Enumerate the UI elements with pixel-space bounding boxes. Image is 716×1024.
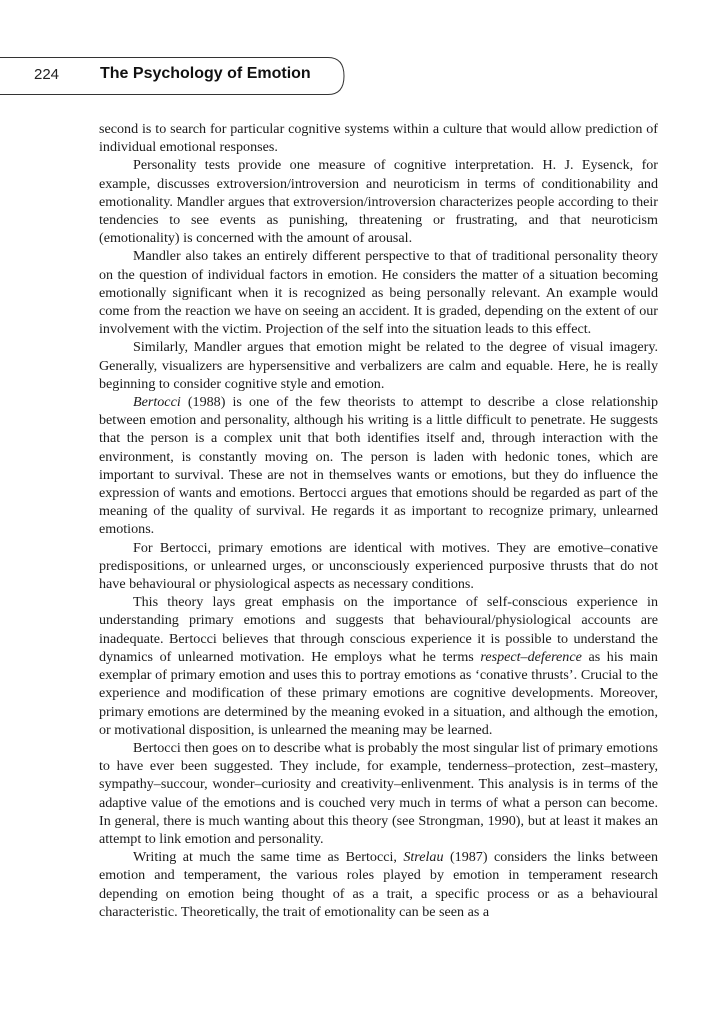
italic-term: respect–deference bbox=[480, 648, 582, 665]
paragraph: Mandler also takes an entirely different perspective to that of traditional personality theory on the question of individual factors in emotion. He considers the matter of a situation becoming emotionally significant when it is recognized as being personally relevant. An example would come from the reaction we have on seeing an accident. It is graded, depending on the extent of our involvement with the victim. Projection of the self into the situation leads to this effect. bbox=[99, 248, 658, 338]
paragraph: Personality tests provide one measure of cognitive interpretation. H. J. Eysenck, for example, discusses extroversion/introversion and neuroticism in terms of conditionability and emotionality. Mandler argues that extroversion/introversion characterizes people according to their tendencies to see events as punishing, threatening or frustrating, and that neuroticism (emotionality) is concerned with the amount of arousal. bbox=[99, 157, 658, 247]
running-header bbox=[0, 57, 345, 95]
paragraph: Bertocci (1988) is one of the few theorists to attempt to describe a close relationship between emotion and personality, although his writing is a little difficult to penetrate. He suggests that the person is a complex unit that both identifies itself and, through interaction with the environment, is constantly moving on. The person is laden with hedonic tones, which are important to survival. These are not in themselves wants or emotions, but they do influence the expression of wants and emotions. Bertocci argues that emotions should be regarded as part of the meaning of the quality of survival. He regards it as important to recognize primary, unlearned emotions. bbox=[99, 394, 658, 538]
paragraph: For Bertocci, primary emotions are identical with motives. They are emotive–conative predispositions, or unlearned urges, or unconsciously experienced purposive thrusts that do not have behavioural or physiological aspects as necessary conditions. bbox=[99, 539, 658, 593]
paragraph: Similarly, Mandler argues that emotion might be related to the degree of visual imagery. Generally, visualizers are hypersensitive and verbalizers are calm and equable. Here, he is really beginning to consider cognitive style and emotion. bbox=[99, 339, 658, 392]
paragraph: This theory lays great emphasis on the importance of self-conscious experience in understanding primary emotions and suggests that behavioural/physiological accounts are inadequate. Bertocci believes that through conscious experience it is possible to understand the dynamics of unlearned motivation. He employs what he terms respect–deference as his main exemplar of primary emotion and uses this to portray emotions as ‘conative thrusts’. Crucial to the experience and modification of these primary emotions are cognitive developments. Moreover, primary emotions are determined by the meaning evoked in a situation, and although the emotion, or motivational disposition, is unlearned the meaning may be learned. bbox=[99, 594, 658, 738]
author-name: Strelau bbox=[403, 849, 444, 866]
body-text bbox=[99, 120, 658, 921]
paragraph: second is to search for particular cognitive systems within a culture that would allow prediction of individual emotional responses. bbox=[99, 121, 658, 156]
paragraph: Bertocci then goes on to describe what is probably the most singular list of primary emotions to have ever been suggested. They include, for example, tenderness–protection, zest–mastery, sympathy–succour, wonder–curiosity and creativity–enlivenment. This analysis is in terms of the adaptive value of the emotions and is couched very much in terms of what a person can become. In general, there is much wanting about this theory (see Strongman, 1990), but at least it makes an attempt to link emotion and personality. bbox=[99, 739, 658, 847]
page-number: 224 bbox=[34, 66, 60, 83]
running-title: The Psychology of Emotion bbox=[100, 65, 311, 82]
author-name: Bertocci bbox=[133, 394, 181, 411]
paragraph: Writing at much the same time as Bertocci, Strelau (1987) considers the links between emotion and temperament, the various roles played by emotion in temperament research depending on emotion being thought of as a trait, a specific process or as a behavioural characteristic. Theoretically, the trait of emotionality can be seen as a bbox=[99, 849, 658, 920]
